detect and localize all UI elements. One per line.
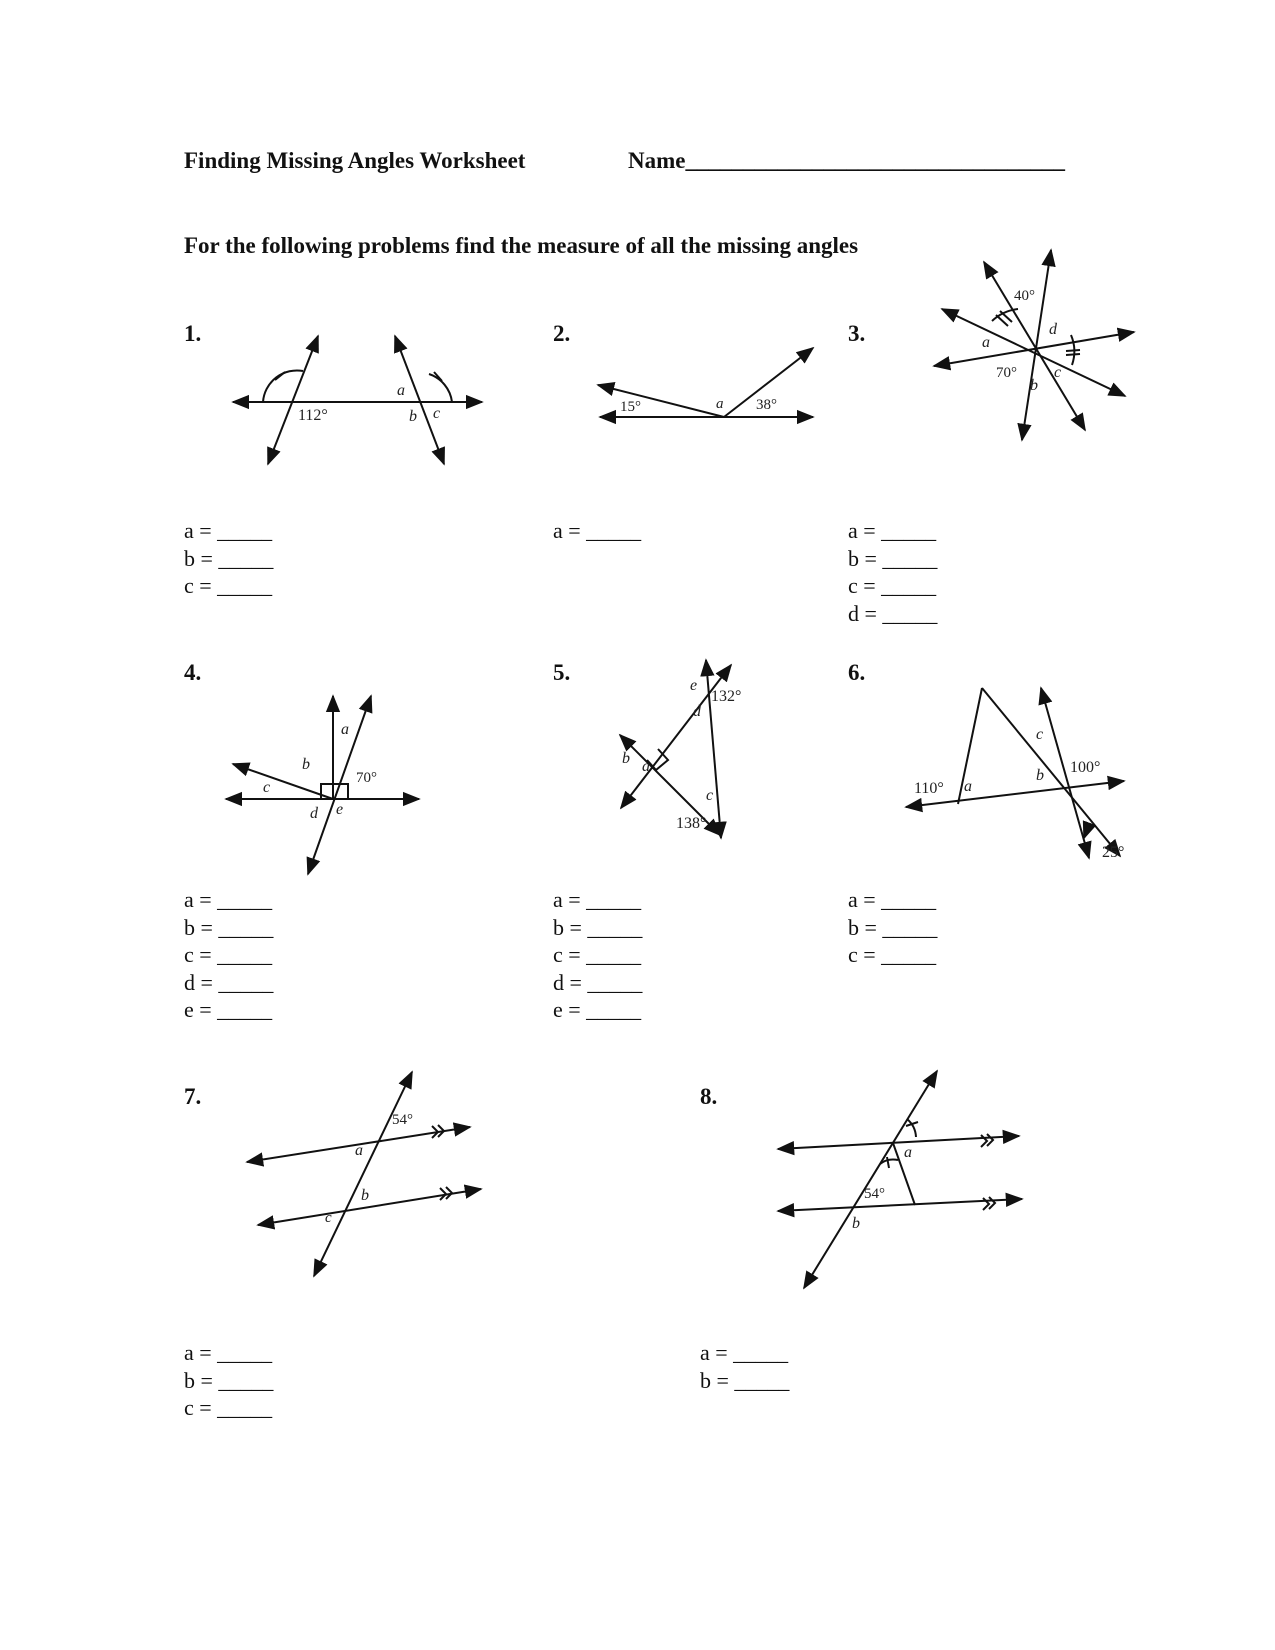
problem-number-2: 2. (553, 321, 571, 346)
answer-line[interactable]: d = _____ (848, 600, 938, 626)
problem-number-3: 3. (848, 321, 866, 346)
name-field[interactable]: Name_________________________________ (628, 148, 1065, 173)
answer-line[interactable]: a = _____ (848, 887, 937, 912)
answer-line[interactable]: e = _____ (553, 997, 642, 1022)
figure-7 (247, 1072, 481, 1276)
worksheet-title: Finding Missing Angles Worksheet (184, 148, 526, 173)
figure-1 (233, 336, 482, 464)
angle-label-b: b (852, 1215, 860, 1232)
angle-label-right: 100° (1070, 759, 1101, 776)
angle-label-d: d (310, 805, 318, 822)
angle-label-a: a (982, 334, 990, 351)
answer-line[interactable]: b = _____ (184, 1367, 274, 1393)
problem-number-6: 6. (848, 660, 866, 685)
answer-line[interactable]: a = _____ (553, 887, 642, 912)
figure-3 (934, 250, 1134, 440)
angle-label-top: 132° (711, 688, 742, 705)
angle-label-a: a (397, 382, 405, 399)
answer-line[interactable]: c = _____ (184, 573, 273, 598)
angle-label-a: a (964, 778, 972, 795)
angle-label-a: a (642, 758, 650, 775)
angle-label-c: c (325, 1210, 332, 1226)
answer-line[interactable]: b = _____ (848, 545, 938, 571)
answer-line[interactable]: c = _____ (848, 942, 937, 967)
answer-line[interactable]: a = _____ (700, 1340, 789, 1365)
angle-label-d: d (1049, 321, 1057, 338)
instructions: For the following problems find the measure of all the missing angles (184, 233, 859, 258)
answer-line[interactable]: a = _____ (184, 1340, 273, 1365)
right-line (395, 336, 444, 464)
answer-line[interactable]: b = _____ (700, 1367, 790, 1393)
angle-label-c: c (433, 405, 441, 422)
angle-label-a: a (716, 396, 724, 412)
angle-label-a: a (904, 1144, 912, 1161)
answer-line[interactable]: a = _____ (184, 887, 273, 912)
angle-label-top: 40° (1014, 288, 1035, 304)
answer-line[interactable]: b = _____ (848, 914, 938, 940)
problem-number-4: 4. (184, 660, 202, 685)
angle-label-given: 70° (356, 770, 377, 786)
figure-4 (226, 696, 419, 874)
angle-label-bottom: 138° (676, 815, 707, 832)
answer-line[interactable]: a = _____ (184, 518, 273, 543)
answer-line[interactable]: a = _____ (848, 518, 937, 543)
answer-line[interactable]: d = _____ (184, 969, 274, 995)
angle-label-d: d (693, 703, 701, 720)
answer-line[interactable]: a = _____ (553, 518, 642, 543)
angle-label-b: b (302, 756, 310, 773)
angle-label-b: b (622, 750, 630, 767)
left-line (268, 336, 318, 464)
answer-line[interactable]: c = _____ (848, 573, 937, 598)
problem-number-1: 1. (184, 321, 202, 346)
angle-label-c: c (263, 779, 271, 796)
answer-line[interactable]: c = _____ (184, 1395, 273, 1420)
angle-label-b: b (361, 1187, 369, 1204)
angle-label-given: 54° (864, 1186, 885, 1202)
angle-label-right: 38° (756, 397, 777, 413)
answer-line[interactable]: b = _____ (553, 914, 643, 940)
angle-label-left: 70° (996, 365, 1017, 381)
answer-line[interactable]: b = _____ (184, 914, 274, 940)
angle-label-given: 112° (298, 407, 328, 424)
angle-label-left: 110° (914, 780, 944, 797)
left-ray (598, 385, 724, 417)
angle-label-b: b (1036, 767, 1044, 784)
problem-number-7: 7. (184, 1084, 202, 1109)
angle-arc (263, 370, 303, 402)
angle-label-e: e (690, 677, 698, 694)
angle-label-bottom: 25° (1102, 844, 1125, 861)
figure-8 (778, 1071, 1022, 1288)
answer-line[interactable]: c = _____ (184, 942, 273, 967)
angle-label-c: c (706, 787, 714, 804)
angle-label-b: b (1030, 377, 1038, 394)
angle-label-c: c (1036, 726, 1044, 743)
angle-label-e: e (336, 801, 344, 818)
figure-5 (620, 660, 731, 838)
angle-label-a: a (355, 1142, 363, 1159)
answer-line[interactable]: c = _____ (553, 942, 642, 967)
angle-label-b: b (409, 408, 417, 425)
answer-line[interactable]: e = _____ (184, 997, 273, 1022)
answer-line[interactable]: d = _____ (553, 969, 643, 995)
angle-label-left: 15° (620, 399, 641, 415)
problem-number-8: 8. (700, 1084, 718, 1109)
angle-label-given: 54° (392, 1112, 413, 1128)
answer-line[interactable]: b = _____ (184, 545, 274, 571)
problem-number-5: 5. (553, 660, 571, 685)
angle-label-a: a (341, 721, 349, 738)
angle-label-c: c (1054, 364, 1062, 381)
